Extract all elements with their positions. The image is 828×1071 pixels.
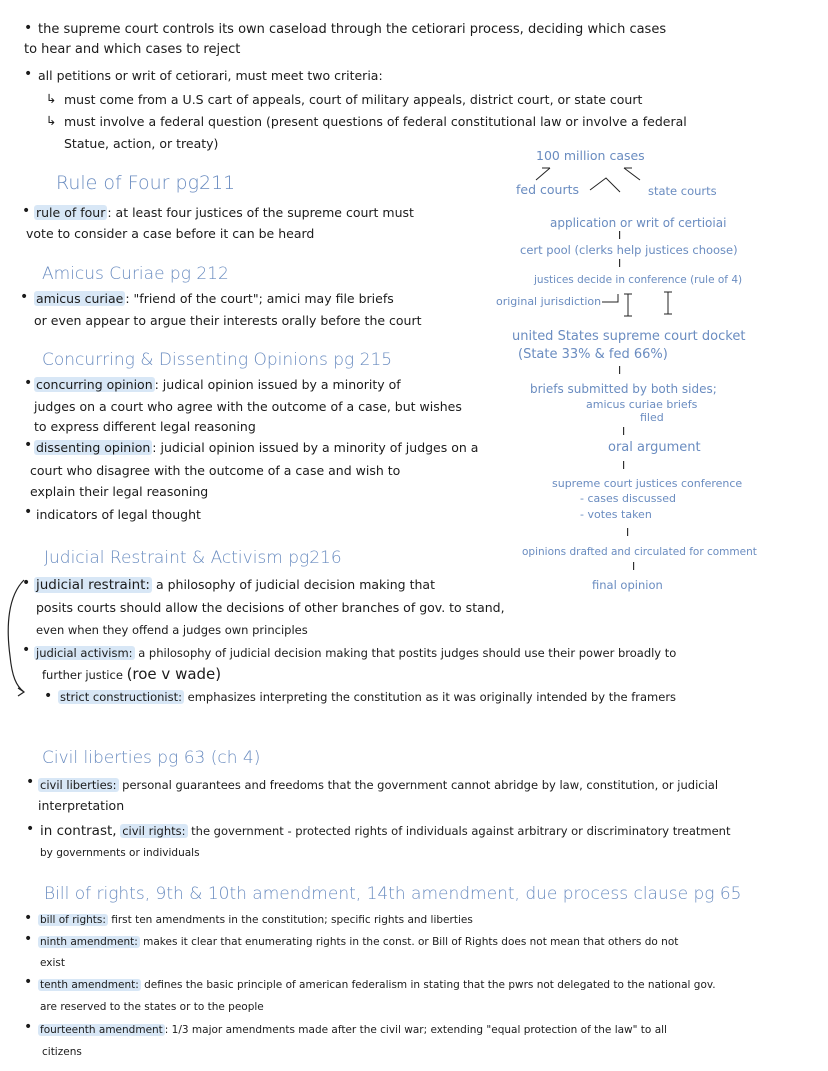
- bullet: •: [26, 821, 35, 837]
- definition-line: judicial restraint: a philosophy of judicial decision making that: [36, 577, 435, 593]
- flow-node: briefs submitted by both sides;: [530, 382, 717, 396]
- bullet: •: [20, 289, 29, 305]
- flow-node: - votes taken: [580, 508, 652, 521]
- term-highlight: tenth amendment:: [40, 979, 139, 991]
- definition-line: strict constructionist: emphasizes interpreting the constitution as it was originally intended by the framers: [60, 690, 677, 704]
- flow-separator: I: [618, 229, 622, 242]
- definition-line: further justice (roe v wade): [42, 665, 222, 683]
- flow-node: opinions drafted and circulated for comment: [522, 546, 757, 558]
- definition-line: interpretation: [38, 798, 125, 813]
- definition-line: even when they offend a judges own principles: [36, 623, 308, 637]
- definition-line: indicators of legal thought: [36, 507, 201, 522]
- bullet: •: [24, 504, 33, 520]
- flow-node: filed: [640, 411, 664, 424]
- definition-line: civil liberties: personal guarantees and freedoms that the government cannot abridge by law, constitution, or judicial: [40, 778, 719, 792]
- term-highlight: civil liberties:: [40, 778, 117, 792]
- flow-node: cert pool (clerks help justices choose): [520, 243, 738, 257]
- definition-line: citizens: [42, 1046, 82, 1058]
- flow-node: (State 33% & fed 66%): [518, 347, 668, 362]
- bullet: •: [44, 688, 53, 704]
- flow-separator: I: [622, 459, 626, 472]
- bullet: •: [24, 931, 33, 947]
- definition-line: court who disagree with the outcome of a case and wish to: [30, 463, 401, 478]
- definition-line: amicus curiae : "friend of the court"; amici may file briefs: [36, 291, 394, 306]
- flow-node-state: state courts: [648, 184, 717, 198]
- flow-separator: I: [618, 257, 622, 270]
- bullet: •: [22, 575, 31, 591]
- term-highlight: dissenting opinion: [36, 440, 151, 455]
- arrow-icon: ↳: [46, 113, 57, 128]
- bullet: •: [22, 642, 31, 658]
- flow-brackets: [598, 288, 678, 318]
- section-heading: Concurring & Dissenting Opinions pg 215: [42, 350, 393, 370]
- definition-line: in contrast, civil rights: the government - protected rights of individuals against arbitrary or discriminatory treatment: [40, 823, 731, 839]
- bullet: •: [26, 774, 35, 790]
- definition-line: concurring opinion : judical opinion issued by a minority of: [36, 377, 401, 392]
- term-highlight: concurring opinion: [36, 377, 153, 392]
- flow-node-top: 100 million cases: [536, 148, 645, 163]
- bullet: •: [24, 20, 33, 36]
- arrow-icon: ↳: [46, 91, 57, 106]
- flow-node: supreme court justices conference: [552, 477, 743, 490]
- bullet: •: [24, 66, 33, 82]
- flow-node: justices decide in conference (rule of 4): [534, 274, 743, 286]
- bullet: •: [24, 1019, 33, 1035]
- definition-line: to express different legal reasoning: [34, 419, 256, 434]
- definition-line: judicial activism: a philosophy of judicial decision making that postits judges should use their power broadly to: [36, 646, 677, 660]
- flow-node-original: original jurisdiction: [496, 295, 602, 308]
- definition-line: explain their legal reasoning: [30, 484, 209, 499]
- definition-line: by governments or individuals: [40, 847, 200, 859]
- definition-line: tenth amendment: defines the basic principle of american federalism in stating that the pwrs not delegated to the national gov.: [40, 979, 716, 991]
- term-highlight: judicial activism:: [36, 646, 133, 660]
- definition-line: exist: [40, 957, 65, 969]
- bullet: •: [24, 910, 33, 926]
- bullet: •: [24, 375, 33, 391]
- term-highlight: civil rights:: [122, 824, 186, 838]
- bullet: •: [24, 437, 33, 453]
- term-highlight: strict constructionist:: [60, 690, 182, 704]
- flow-separator: I: [626, 526, 630, 539]
- flow-separator: I: [618, 364, 622, 377]
- definition-line: are reserved to the states or to the people: [40, 1001, 264, 1013]
- brace-arrow: [2, 575, 31, 700]
- term-highlight: rule of four: [36, 205, 106, 220]
- flow-node: united States supreme court docket: [512, 329, 746, 344]
- bullet: •: [24, 974, 33, 990]
- definition-line: posits courts should allow the decisions of other branches of gov. to stand,: [36, 600, 505, 615]
- definition-line: dissenting opinion : judicial opinion issued by a minority of judges on a: [36, 440, 479, 455]
- definition-line: rule of four : at least four justices of the supreme court must: [36, 205, 414, 220]
- section-heading: Bill of rights, 9th & 10th amendment, 14th amendment, due process clause pg 65: [44, 884, 742, 904]
- section-heading: Civil liberties pg 63 (ch 4): [42, 748, 261, 768]
- definition-line: bill of rights: first ten amendments in the constitution; specific rights and liberties: [40, 914, 473, 926]
- term-highlight: ninth amendment:: [40, 936, 138, 948]
- term-highlight: amicus curiae: [36, 291, 124, 306]
- flow-node: amicus curiae briefs: [586, 398, 698, 411]
- intro-line: to hear and which cases to reject: [24, 42, 241, 57]
- flow-separator: I: [622, 425, 626, 438]
- flow-node: final opinion: [592, 578, 663, 592]
- flow-node: - cases discussed: [580, 492, 676, 505]
- section-heading: Rule of Four pg211: [56, 172, 236, 194]
- definition-line: or even appear to argue their interests orally before the court: [34, 313, 422, 328]
- intro-line: all petitions or writ of cetiorari, must meet two criteria:: [38, 68, 383, 83]
- definition-line: judges on a court who agree with the outcome of a case, but wishes: [34, 399, 462, 414]
- definition-line: vote to consider a case before it can be heard: [26, 226, 315, 241]
- intro-line: Statue, action, or treaty): [64, 136, 219, 151]
- bullet: •: [22, 203, 31, 219]
- definition-line: ninth amendment: makes it clear that enumerating rights in the const. or Bill of Rights does not mean that others do not: [40, 936, 679, 948]
- intro-line: must come from a U.S cart of appeals, court of military appeals, district court, or state court: [64, 92, 643, 107]
- flow-node: application or writ of certioiai: [550, 216, 727, 230]
- section-heading: Amicus Curiae pg 212: [42, 264, 229, 284]
- flow-node-fed: fed courts: [516, 182, 579, 197]
- flow-node: oral argument: [608, 440, 701, 455]
- section-heading: Judicial Restraint & Activism pg216: [44, 548, 342, 568]
- term-highlight: judicial restraint:: [36, 577, 150, 593]
- flow-separator: I: [632, 560, 636, 573]
- definition-line: fourteenth amendment : 1/3 major amendments made after the civil war; extending "equal protection of the law" to all: [40, 1024, 667, 1036]
- term-highlight: bill of rights:: [40, 914, 106, 926]
- intro-line: the supreme court controls its own caseload through the cetiorari process, deciding which cases: [38, 22, 667, 37]
- intro-line: must involve a federal question (present questions of federal constitutional law or involve a federal: [64, 114, 687, 129]
- term-highlight: fourteenth amendment: [40, 1024, 163, 1036]
